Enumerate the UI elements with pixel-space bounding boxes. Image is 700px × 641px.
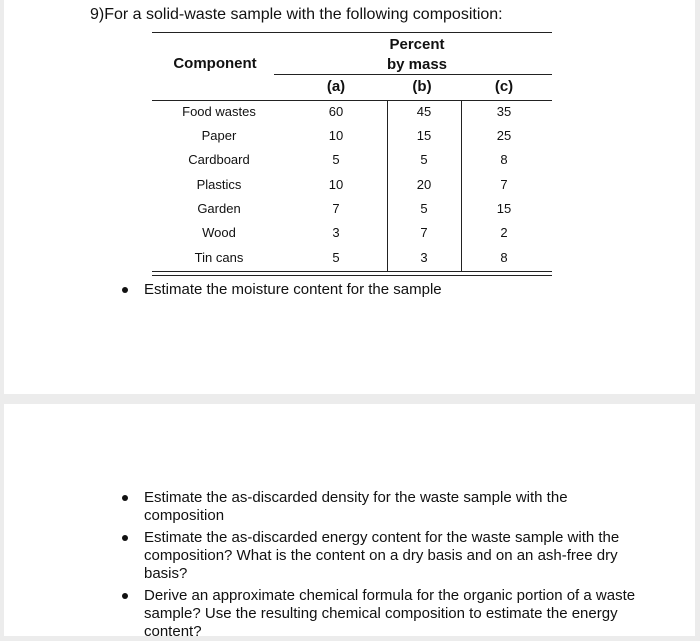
row-value-a: 5 bbox=[332, 250, 340, 265]
row-value-b: 15 bbox=[416, 128, 432, 143]
row-component: Tin cans bbox=[194, 250, 244, 265]
composition-table bbox=[4, 0, 695, 394]
question-card-top bbox=[4, 0, 695, 394]
row-value-b: 5 bbox=[420, 201, 428, 216]
header-bottom-rule bbox=[152, 100, 552, 101]
column-divider-1 bbox=[387, 101, 388, 271]
component-header: Component bbox=[173, 55, 257, 72]
column-c-header: (c) bbox=[494, 78, 514, 95]
task-list bbox=[122, 489, 642, 641]
question-text: 9)For a solid-waste sample with the following composition: bbox=[90, 6, 503, 23]
row-component: Plastics bbox=[196, 177, 242, 192]
row-component: Food wastes bbox=[182, 104, 256, 119]
column-divider-2 bbox=[461, 101, 462, 271]
row-value-c: 25 bbox=[496, 128, 512, 143]
row-value-a: 7 bbox=[332, 201, 340, 216]
row-value-a: 5 bbox=[332, 152, 340, 167]
row-component: Cardboard bbox=[188, 152, 250, 167]
table-top-rule bbox=[152, 32, 552, 33]
question-card-bottom bbox=[4, 404, 695, 640]
row-value-c: 35 bbox=[496, 104, 512, 119]
table-bottom-rule-2 bbox=[152, 275, 552, 276]
row-value-c: 8 bbox=[500, 152, 508, 167]
row-value-a: 60 bbox=[328, 104, 344, 119]
row-value-b: 45 bbox=[416, 104, 432, 119]
column-a-header: (a) bbox=[326, 78, 346, 95]
row-value-b: 3 bbox=[420, 250, 428, 265]
moisture-task: Estimate the moisture content for the sample bbox=[122, 281, 662, 299]
first-task-list bbox=[122, 281, 662, 299]
energy-task: Estimate the as-discarded energy content for the waste sample with the composition? What is the content on a dry basis and on an ash-free dry basis? bbox=[122, 529, 642, 583]
row-component: Garden bbox=[197, 201, 241, 216]
row-component: Paper bbox=[201, 128, 237, 143]
percent-header-line1: Percent bbox=[389, 36, 445, 53]
row-value-b: 7 bbox=[420, 225, 428, 240]
row-value-c: 7 bbox=[500, 177, 508, 192]
table-bottom-rule bbox=[152, 271, 552, 272]
row-value-a: 10 bbox=[328, 177, 344, 192]
row-value-c: 8 bbox=[500, 250, 508, 265]
row-value-a: 3 bbox=[332, 225, 340, 240]
formula-task: Derive an approximate chemical formula for the organic portion of a waste sample? Use the resulting chemical composition to estimate the energy content? bbox=[122, 587, 642, 641]
row-value-b: 20 bbox=[416, 177, 432, 192]
percent-header-rule bbox=[274, 74, 552, 75]
row-value-c: 2 bbox=[500, 225, 508, 240]
row-value-c: 15 bbox=[496, 201, 512, 216]
row-value-b: 5 bbox=[420, 152, 428, 167]
column-b-header: (b) bbox=[412, 78, 432, 95]
row-component: Wood bbox=[202, 225, 236, 240]
density-task: Estimate the as-discarded density for the waste sample with the composition bbox=[122, 489, 642, 525]
row-value-a: 10 bbox=[328, 128, 344, 143]
percent-header-line2: by mass bbox=[386, 56, 448, 73]
